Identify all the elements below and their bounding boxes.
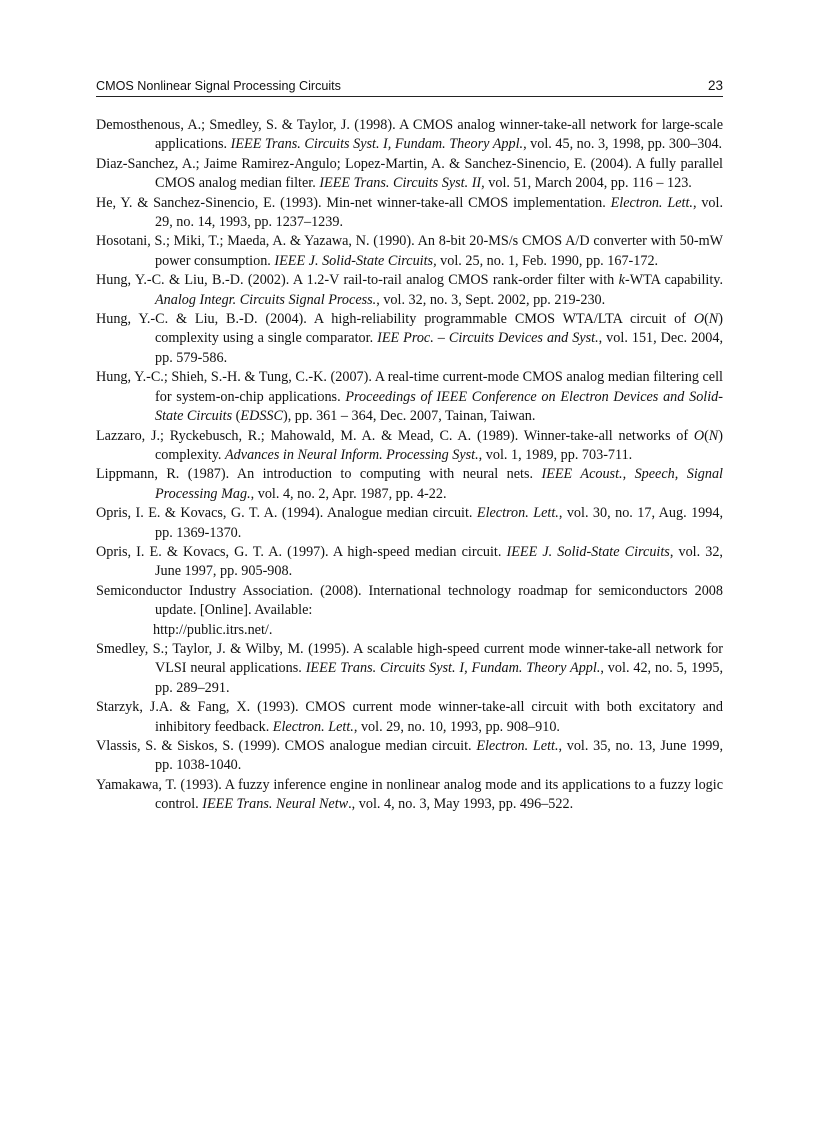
reference-authors-title: Smedley, S.; Taylor, J. & Wilby, M. (1995). A scalable high-speed current mode winner-take-all network for VLSI neural applications. xyxy=(96,640,723,677)
reference-authors-title: Hosotani, S.; Miki, T.; Maeda, A. & Yazawa, N. (1990). An 8-bit 20-MS/s CMOS A/D converter with 50-mW power consumption. xyxy=(96,233,723,269)
running-title: CMOS Nonlinear Signal Processing Circuits xyxy=(96,79,341,93)
reference-item xyxy=(96,194,723,233)
reference-authors-title: Hung, Y.-C. & Liu, B.-D. (2002). A 1.2-V rail-to-rail analog CMOS rank-order filter with xyxy=(96,272,619,289)
reference-item xyxy=(96,582,723,621)
reference-venue: Analog Integr. Circuits Signal Process. xyxy=(155,291,377,308)
reference-details: , vol. 151, Dec. 2004, pp. 579-586. xyxy=(155,330,723,366)
reference-item xyxy=(96,155,723,194)
reference-details-open: ( xyxy=(232,408,241,425)
reference-item xyxy=(96,698,723,737)
reference-authors-title: He, Y. & Sanchez-Sinencio, E. (1993). Min-net winner-take-all CMOS implementation. xyxy=(96,194,606,211)
reference-details: ., vol. 4, no. 3, May 1993, pp. 496–522. xyxy=(348,796,574,813)
reference-italic-term: N xyxy=(708,427,719,444)
reference-italic-term: O xyxy=(693,427,705,444)
reference-details: , vol. 1, 1989, pp. 703-711. xyxy=(478,446,633,463)
running-header xyxy=(96,78,723,97)
reference-venue: IEEE Trans. Circuits Syst. I, Fundam. Theory Appl. xyxy=(305,660,601,677)
reference-venue: IEEE Acoust., Speech, Signal Processing Mag. xyxy=(155,466,723,502)
reference-details: , vol. 30, no. 17, Aug. 1994, pp. 1369-1370. xyxy=(155,505,723,541)
reference-authors-title: Lippmann, R. (1987). An introduction to computing with neural nets. xyxy=(96,466,534,483)
reference-details: , vol. 42, no. 5, 1995, pp. 289–291. xyxy=(155,660,723,696)
reference-venue: Proceedings of IEEE Conference on Electron Devices and Solid-State Circuits xyxy=(155,388,724,425)
reference-details: ), pp. 361 – 364, Dec. 2007, Tainan, Taiwan. xyxy=(282,408,536,425)
reference-details: , vol. 4, no. 2, Apr. 1987, pp. 4-22. xyxy=(250,485,447,502)
page-number: 23 xyxy=(707,78,723,93)
reference-venue: Electron. Lett. xyxy=(476,738,559,754)
reference-venue: Advances in Neural Inform. Processing Syst. xyxy=(225,446,479,463)
reference-venue: IEEE Trans. Circuits Syst. I, Fundam. Theory Appl. xyxy=(230,136,524,153)
reference-venue: Electron. Lett. xyxy=(610,194,693,211)
reference-item xyxy=(96,776,723,815)
reference-item xyxy=(96,116,723,155)
reference-item xyxy=(96,640,723,698)
reference-details: , vol. 35, no. 13, June 1999, pp. 1038-1040. xyxy=(155,738,723,774)
reference-item xyxy=(96,232,723,271)
reference-item xyxy=(96,310,723,368)
reference-authors-title: Diaz-Sanchez, A.; Jaime Ramirez-Angulo; Lopez-Martin, A. & Sanchez-Sinencio, E. (2004). A fully parallel CMOS analog median filter. xyxy=(96,155,723,192)
reference-title-paren: ( xyxy=(704,311,709,328)
reference-authors-title: Starzyk, J.A. & Fang, X. (1993). CMOS current mode winner-take-all circuit with both excitatory and inhibitory feedback. xyxy=(96,699,723,735)
reference-authors-title: Opris, I. E. & Kovacs, G. T. A. (1997). A high-speed median circuit. xyxy=(96,543,502,560)
reference-italic-term: k xyxy=(618,272,625,289)
reference-item xyxy=(96,465,723,504)
reference-item xyxy=(96,368,723,426)
reference-authors-title: Opris, I. E. & Kovacs, G. T. A. (1994). Analogue median circuit. xyxy=(96,505,473,522)
reference-italic-term: N xyxy=(708,311,719,328)
reference-authors-title: Lazzaro, J.; Ryckebusch, R.; Mahowald, M. A. & Mead, C. A. (1989). Winner-take-all networks of xyxy=(96,427,694,444)
reference-venue: IEE Proc. – Circuits Devices and Syst. xyxy=(377,330,599,347)
reference-authors-title: Demosthenous, A.; Smedley, S. & Taylor, J. (1998). A CMOS analog winner-take-all network for large-scale applications. xyxy=(96,117,723,153)
reference-details: , vol. 32, June 1997, pp. 905-908. xyxy=(155,543,723,580)
reference-authors-title: Hung, Y.-C.; Shieh, S.-H. & Tung, C.-K. (2007). A real-time current-mode CMOS analog median filtering cell for system-on-chip applications. xyxy=(96,369,723,405)
reference-item xyxy=(96,543,723,582)
reference-venue: IEEE Trans. Neural Netw xyxy=(202,796,349,813)
page xyxy=(96,78,723,815)
reference-title-tail: -WTA capability. xyxy=(624,272,724,289)
reference-title-paren: ( xyxy=(704,427,709,444)
reference-details: , vol. 29, no. 14, 1993, pp. 1237–1239. xyxy=(155,194,723,231)
reference-item xyxy=(96,737,723,776)
reference-url[interactable]: http://public.itrs.net/. xyxy=(153,621,273,638)
reference-venue: IEEE J. Solid-State Circuits xyxy=(506,543,670,560)
reference-details: vol. 25, no. 1, Feb. 1990, pp. 167-172. xyxy=(436,252,659,269)
reference-item xyxy=(96,504,723,543)
reference-venue: Electron. Lett. xyxy=(476,505,559,522)
reference-title-tail: ) complexity. xyxy=(155,427,723,463)
reference-details: vol. 51, March 2004, pp. 116 – 123. xyxy=(484,175,692,192)
reference-authors-title: Hung, Y.-C. & Liu, B.-D. (2004). A high-reliability programmable CMOS WTA/LTA circuit of xyxy=(96,311,694,328)
reference-venue: Electron. Lett. xyxy=(272,718,354,735)
reference-title-tail: ) complexity using a single comparator. xyxy=(155,311,723,347)
reference-details: , vol. 45, no. 3, 1998, pp. 300–304. xyxy=(523,136,723,153)
reference-authors-title: Semiconductor Industry Association. (2008). International technology roadmap for semiconductors 2008 update. [Online]. Available: xyxy=(96,582,723,619)
reference-details: , vol. 32, no. 3, Sept. 2002, pp. 219-230. xyxy=(376,291,606,308)
reference-details: , vol. 29, no. 10, 1993, pp. 908–910. xyxy=(353,718,560,735)
reference-list xyxy=(96,116,723,815)
reference-venue-abbrev: EDSSC xyxy=(240,408,283,425)
reference-item xyxy=(96,271,723,310)
reference-italic-term: O xyxy=(693,311,705,328)
reference-venue: IEEE J. Solid-State Circuits, xyxy=(274,252,437,269)
reference-authors-title: Yamakawa, T. (1993). A fuzzy inference engine in nonlinear analog mode and its applications to a fuzzy logic control. xyxy=(96,776,723,813)
reference-venue: IEEE Trans. Circuits Syst. II, xyxy=(319,175,485,192)
reference-item xyxy=(96,427,723,466)
reference-authors-title: Vlassis, S. & Siskos, S. (1999). CMOS analogue median circuit. xyxy=(96,738,472,754)
